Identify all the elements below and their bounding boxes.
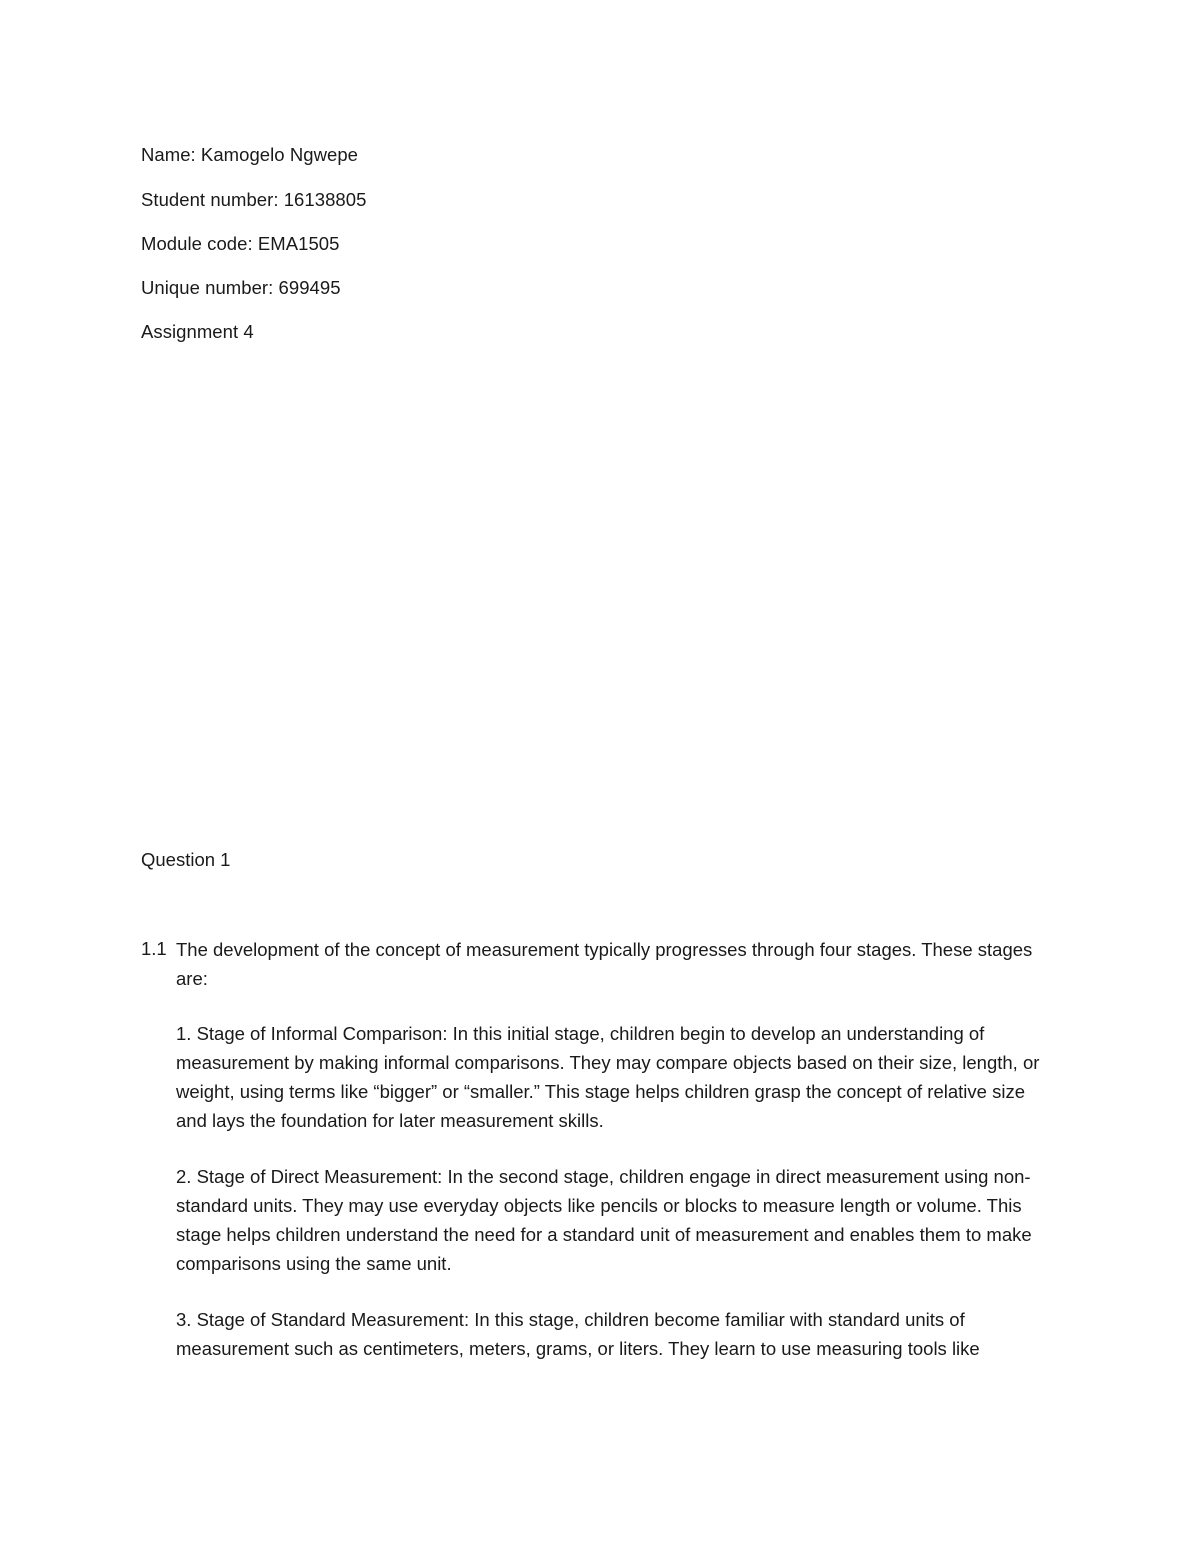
question-number: 1.1: [141, 938, 167, 959]
student-name: Name: Kamogelo Ngwepe: [141, 144, 358, 165]
question-intro: The development of the concept of measurement typically progresses through four stages. These stages are:: [176, 939, 1033, 989]
question-heading: Question 1: [141, 849, 231, 870]
student-number: Student number: 16138805: [141, 189, 367, 210]
stage-1-paragraph: 1. Stage of Informal Comparison: In this initial stage, children begin to develop an understanding of measurement by making informal comparisons. They may compare objects based on their size, length, or weight, using terms like “bigger” or “smaller.” This stage helps children grasp the concept of relative size and lays the foundation for later measurement skills.: [176, 1023, 1040, 1131]
unique-number: Unique number: 699495: [141, 277, 341, 298]
assignment-title: Assignment 4: [141, 321, 254, 342]
module-code: Module code: EMA1505: [141, 233, 340, 254]
stage-3-paragraph: 3. Stage of Standard Measurement: In this stage, children become familiar with standard units of measurement such as centimeters, meters, grams, or liters. They learn to use measuring tools like: [176, 1309, 980, 1359]
stage-2-paragraph: 2. Stage of Direct Measurement: In the second stage, children engage in direct measurement using non-standard units. They may use everyday objects like pencils or blocks to measure length or volume. This stage helps children understand the need for a standard unit of measurement and enables them to make comparisons using the same unit.: [176, 1166, 1032, 1274]
